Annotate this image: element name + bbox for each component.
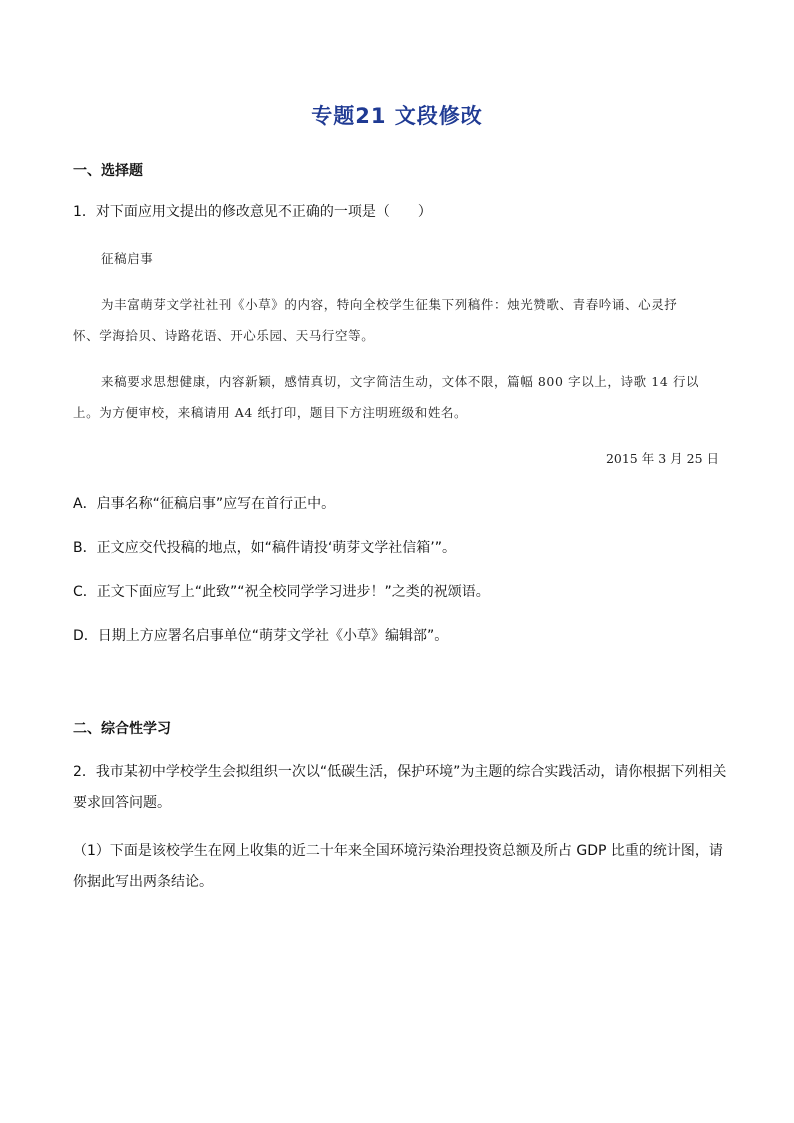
question-1-stem: 1．对下面应用文提出的修改意见不正确的一项是（ ）	[73, 204, 432, 220]
notice-paragraph-1-line-2: 怀、学海拾贝、诗路花语、开心乐园、天马行空等。	[73, 328, 375, 343]
option-d: D．日期上方应署名启事单位“萌芽文学社《小草》编辑部”。	[73, 628, 449, 644]
question-2-sub-1-line-1: （1）下面是该校学生在网上收集的近二十年来全国环境污染治理投资总额及所占 GDP 比重的统计图，请	[73, 843, 723, 859]
notice-date: 2015 年 3 月 25 日	[605, 451, 719, 466]
question-2-stem-line-2: 要求回答问题。	[73, 795, 171, 811]
section-heading-choice: 一、选择题	[73, 163, 143, 179]
option-b: B．正文应交代投稿的地点，如“稿件请投‘萌芽文学社信箱’”。	[73, 540, 457, 556]
option-a: A．启事名称“征稿启事”应写在首行正中。	[73, 496, 336, 512]
page-title: 专题21 文段修改	[311, 104, 483, 128]
option-c: C．正文下面应写上“此致”“祝全校同学学习进步！”之类的祝颂语。	[73, 584, 490, 600]
notice-paragraph-2-line-2: 上。为方便审校，来稿请用 A4 纸打印，题目下方注明班级和姓名。	[73, 405, 468, 420]
notice-paragraph-2-line-1: 来稿要求思想健康，内容新颖，感情真切，文字简洁生动，文体不限，篇幅 800 字以上，诗歌 14 行以	[101, 374, 700, 389]
question-2-stem-line-1: 2．我市某初中学校学生会拟组织一次以“低碳生活，保护环境”为主题的综合实践活动，请你根据下列相关	[73, 764, 727, 780]
notice-title: 征稿启事	[101, 251, 154, 266]
question-2-sub-1-line-2: 你据此写出两条结论。	[73, 874, 213, 890]
section-heading-comprehensive: 二、综合性学习	[73, 721, 171, 737]
notice-paragraph-1-line-1: 为丰富萌芽文学社社刊《小草》的内容，特向全校学生征集下列稿件：烛光赞歌、青春吟诵、心灵抒	[101, 297, 678, 312]
